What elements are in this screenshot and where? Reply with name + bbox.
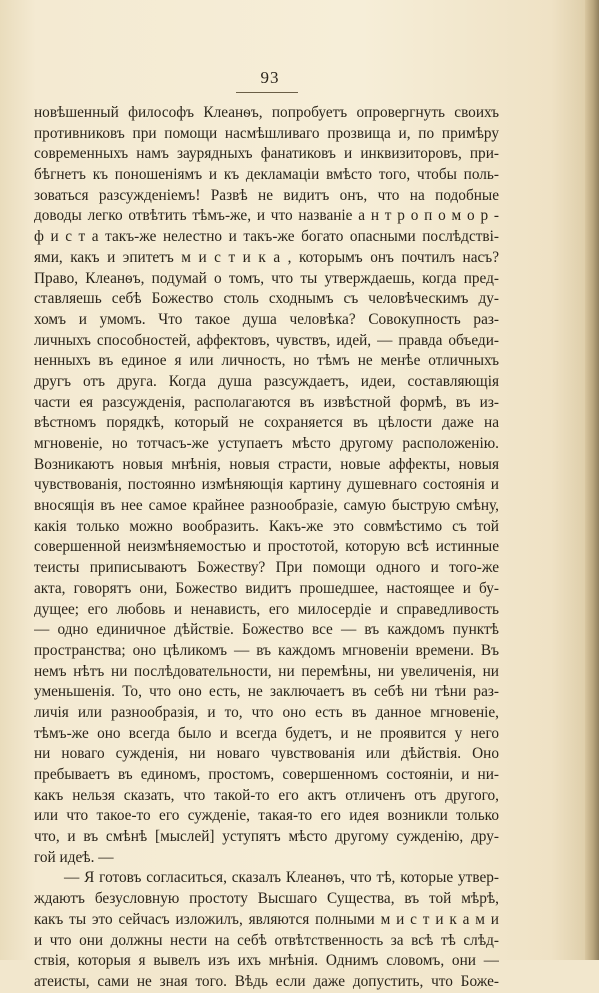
text-line: Право, Клеанѳъ, подумай о томъ, что ты утверждаешь, когда пред- — [34, 269, 499, 287]
text-line: хомъ и умомъ. Что такое душа человѣка? Совокупность раз- — [34, 310, 499, 328]
text-line: пространства; оно цѣликомъ — въ каждомъ мгновеніи времени. Въ — [34, 641, 499, 659]
text-line: мгновеніе, но тотчасъ-же уступаетъ мѣсто другому расположенію. — [34, 435, 499, 452]
text-line: доводы легко отвѣтить тѣмъ-же, и что названіе а н т р о п о м о р - — [34, 207, 499, 225]
text-line: вносящія въ нее самое крайнее разнообразіе, самую быструю смѣну, — [34, 497, 499, 515]
text-line: зоваться разсужденіемъ! Развѣ не видитъ онъ, что на подобные — [34, 186, 499, 204]
text-line: ф и с т а такъ-же нелестно и такъ-же богато опасными послѣдстві- — [34, 228, 499, 246]
text-line: вѣстномъ порядкѣ, который не сохраняется въ цѣлости даже на — [34, 414, 499, 432]
text-line: уменьшенія. То, что оно есть, не заключаетъ въ себѣ ни тѣни раз- — [34, 683, 499, 701]
text-line: ями, какъ и эпитетъ м и с т и к а , которымъ онъ почтилъ насъ? — [34, 248, 499, 266]
text-line: современныхъ намъ заурядныхъ фанатиковъ и инквизиторовъ, при- — [34, 145, 499, 163]
text-line: личныхъ способностей, аффектовъ, чувствъ, идей, — правда объеди- — [34, 331, 499, 349]
page-number: 93 — [260, 68, 280, 87]
text-line: ни новаго сужденія, ни новаго чувствованія или дѣйствія. Оно — [34, 745, 499, 763]
text-line: совершенной неизмѣняемостью и простотой, которую всѣ истинные — [34, 538, 499, 556]
text-line: ненныхъ въ единое я или личность, но тѣмъ не менѣе отличныхъ — [34, 352, 499, 370]
text-line: или что такое-то его сужденіе, такая-то его идея возникли только — [34, 807, 499, 825]
text-line: дущее; его любовь и ненависть, его милосердіе и справедливость — [34, 600, 499, 618]
text-line: — Я готовъ согласиться, сказалъ Клеанѳъ, что тѣ, которые утвер- — [64, 869, 499, 887]
text-line: акта, говорятъ они, Божество видитъ прошедшее, настоящее и бу- — [34, 579, 499, 597]
text-line: новѣшенный философъ Клеанѳъ, попробуетъ опровергнуть своихъ — [34, 104, 499, 121]
text-line: чувствованія, постоянно измѣняющія картину душевнаго состоянія и — [34, 476, 499, 494]
text-line: тѣмъ-же оно всегда было и всегда будетъ, и не проявится у него — [34, 724, 499, 742]
text-line: какія только можно вообразить. Какъ-же это совмѣстимо съ той — [34, 517, 499, 535]
text-line: другъ отъ друга. Когда душа разсуждаетъ, идеи, составляющія — [34, 372, 499, 390]
text-line: что, и въ смѣнѣ [мыслей] уступятъ мѣсто другому сужденію, дру- — [34, 828, 499, 846]
text-line: ждаютъ безусловную простоту Высшаго Существа, въ той мѣрѣ, — [34, 890, 499, 908]
text-line: пребываетъ въ единомъ, простомъ, совершенномъ состояніи, и ни- — [34, 766, 499, 783]
text-line: какъ ты это сейчасъ изложилъ, являются полными м и с т и к а м и — [34, 910, 499, 928]
text-line: теисты приписываютъ Божеству? При помощи одного и того-же — [34, 559, 499, 577]
text-line: личія или разнообразія, и то, что оно есть въ данное мгновеніе, — [34, 703, 499, 721]
page-edge — [585, 0, 599, 960]
text-line: Возникаютъ новыя мнѣнія, новыя страсти, новые аффекты, новыя — [34, 455, 499, 473]
text-line: ствія, которыя я вывелъ изъ ихъ мнѣнія. Однимъ словомъ, они — — [34, 952, 499, 970]
text-line: противниковъ при помощи насмѣшливаго прозвища и, по примѣру — [34, 124, 499, 142]
text-line: немъ нѣтъ ни послѣдовательности, ни перемѣны, ни увеличенія, ни — [34, 662, 499, 680]
text-line: части ея разсужденія, располагаются въ извѣстной формѣ, въ из- — [34, 393, 499, 411]
text-line: гой идеѣ. — — [34, 848, 114, 866]
text-line: ставляешь себѣ Божество столь сходнымъ съ человѣческимъ ду- — [34, 290, 499, 308]
text-line: атеисты, сами не зная того. Вѣдь если даже допустить, что Боже- — [34, 972, 499, 990]
text-line: и что они должны нести на себѣ отвѣтственность за всѣ тѣ слѣд- — [34, 931, 499, 949]
body-text — [34, 103, 499, 993]
text-line: какъ нельзя сказать, что такой-то его актъ отличенъ отъ другого, — [34, 786, 499, 804]
text-line: бѣгнетъ къ поношеніямъ и къ декламаціи вмѣсто того, чтобы поль- — [34, 166, 499, 184]
page-number-rule — [236, 92, 298, 93]
text-line: — одно единичное дѣйствіе. Божество все — въ каждомъ пунктѣ — [34, 621, 499, 639]
